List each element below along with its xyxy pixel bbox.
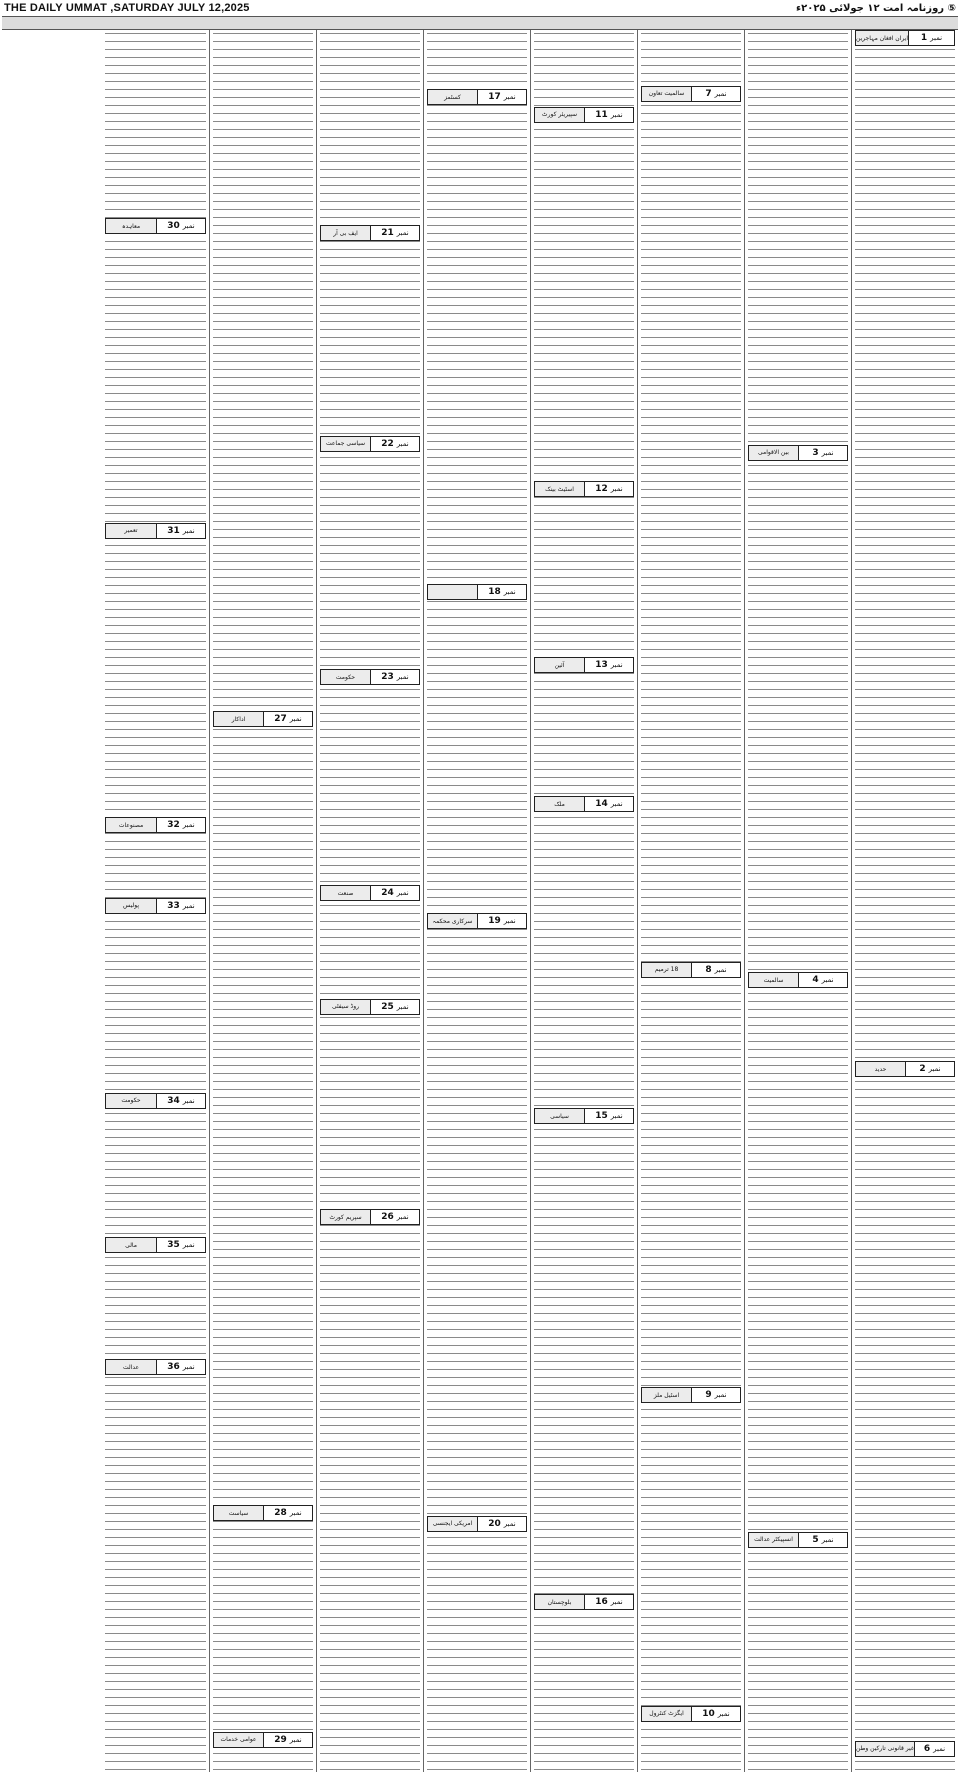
question-word: نمبر bbox=[396, 439, 409, 448]
question-number-value: 5 bbox=[812, 1534, 819, 1545]
question-heading-box bbox=[427, 1516, 527, 1532]
question-number-value: 4 bbox=[812, 975, 819, 986]
question-heading-box bbox=[534, 481, 634, 497]
question-number-value: 8 bbox=[705, 964, 712, 975]
question-topic-label: حکومت bbox=[106, 1094, 156, 1108]
question-heading-box bbox=[534, 107, 634, 123]
masthead bbox=[0, 0, 960, 16]
question-heading-box bbox=[534, 1594, 634, 1610]
question-topic-label: آئین bbox=[535, 658, 584, 672]
question-heading-box bbox=[320, 436, 420, 452]
question-number bbox=[914, 1742, 954, 1756]
question-word: نمبر bbox=[396, 229, 409, 238]
question-number-value: 3 bbox=[812, 447, 819, 458]
question-number bbox=[798, 973, 847, 987]
question-number-value: 35 bbox=[167, 1240, 180, 1251]
question-word: نمبر bbox=[610, 485, 623, 494]
question-topic-label: حدید bbox=[856, 1062, 905, 1076]
question-word: نمبر bbox=[503, 917, 516, 926]
question-heading-box bbox=[427, 913, 527, 929]
question-word: نمبر bbox=[182, 821, 195, 830]
question-heading-box bbox=[748, 445, 848, 461]
question-heading-box bbox=[105, 1237, 206, 1253]
question-number bbox=[156, 1094, 205, 1108]
question-number-value: 11 bbox=[595, 109, 608, 120]
question-heading-box bbox=[427, 584, 527, 600]
question-topic-label: اسٹیل ملز bbox=[642, 1388, 691, 1402]
question-number bbox=[156, 1360, 205, 1374]
question-number bbox=[477, 1517, 526, 1531]
question-word: نمبر bbox=[928, 1065, 941, 1074]
question-word: نمبر bbox=[717, 1709, 730, 1718]
news-column bbox=[423, 30, 530, 1772]
question-number bbox=[477, 914, 526, 928]
question-number-value: 9 bbox=[705, 1390, 712, 1401]
question-number-value: 12 bbox=[595, 484, 608, 495]
question-topic-label: کسٹمز bbox=[428, 90, 477, 104]
question-word: نمبر bbox=[289, 715, 302, 724]
question-topic-label: روڈ سیفٹی bbox=[321, 1000, 370, 1014]
question-heading-box bbox=[748, 1532, 848, 1548]
question-heading-box bbox=[320, 885, 420, 901]
question-topic-label: ایگزٹ کنٹرول bbox=[642, 1707, 691, 1721]
question-number-value: 33 bbox=[167, 900, 180, 911]
question-number-value: 34 bbox=[167, 1095, 180, 1106]
question-heading-box bbox=[534, 1108, 634, 1124]
question-number bbox=[370, 886, 419, 900]
question-word: نمبر bbox=[182, 1096, 195, 1105]
masthead-urdu-date: روزنامہ امت ۱۲ جولائی ۲۰۲۵ء bbox=[796, 2, 945, 14]
question-word: نمبر bbox=[610, 1112, 623, 1121]
question-number bbox=[370, 1210, 419, 1224]
question-topic-label: اسٹیٹ بینک bbox=[535, 482, 584, 496]
question-number bbox=[477, 90, 526, 104]
question-number-value: 15 bbox=[595, 1111, 608, 1122]
question-number bbox=[691, 963, 740, 977]
question-word: نمبر bbox=[714, 89, 727, 98]
question-number bbox=[584, 1595, 633, 1609]
news-column bbox=[530, 30, 637, 1772]
question-heading-box bbox=[641, 1387, 741, 1403]
question-number bbox=[263, 712, 312, 726]
news-column bbox=[744, 30, 851, 1772]
question-number bbox=[584, 1109, 633, 1123]
question-heading-box bbox=[641, 962, 741, 978]
question-number-value: 23 bbox=[381, 672, 394, 683]
question-number-value: 13 bbox=[595, 660, 608, 671]
question-heading-box bbox=[213, 1505, 313, 1521]
news-column bbox=[637, 30, 744, 1772]
question-word: نمبر bbox=[289, 1509, 302, 1518]
question-word: نمبر bbox=[396, 1213, 409, 1222]
question-number-value: 7 bbox=[705, 88, 712, 99]
question-topic-label: امریکی ایجنسی bbox=[428, 1517, 477, 1531]
question-number-value: 10 bbox=[702, 1708, 715, 1719]
question-heading-box bbox=[534, 796, 634, 812]
question-heading-box bbox=[534, 657, 634, 673]
question-number-value: 2 bbox=[919, 1064, 926, 1075]
newspaper-page bbox=[2, 30, 958, 1772]
question-number-value: 18 bbox=[488, 586, 501, 597]
question-number bbox=[584, 108, 633, 122]
question-topic-label: ایران افغان مہاجرین bbox=[856, 31, 908, 45]
news-column bbox=[851, 30, 958, 1772]
question-number-value: 20 bbox=[488, 1518, 501, 1529]
question-word: نمبر bbox=[821, 448, 834, 457]
question-number bbox=[584, 482, 633, 496]
question-word: نمبر bbox=[182, 901, 195, 910]
question-number bbox=[798, 1533, 847, 1547]
question-number bbox=[905, 1062, 954, 1076]
question-number bbox=[370, 226, 419, 240]
question-heading-box bbox=[105, 898, 206, 914]
question-number bbox=[156, 899, 205, 913]
question-topic-label: سالمیت تعاون bbox=[642, 87, 691, 101]
question-number bbox=[584, 658, 633, 672]
question-topic-label: ایف بی آر bbox=[321, 226, 370, 240]
question-number bbox=[908, 31, 954, 45]
question-word: نمبر bbox=[182, 222, 195, 231]
question-word: نمبر bbox=[930, 34, 943, 42]
question-number bbox=[370, 437, 419, 451]
question-topic-label: اداکار bbox=[214, 712, 263, 726]
question-heading-box bbox=[105, 1093, 206, 1109]
question-heading-box bbox=[105, 817, 206, 833]
question-topic-label: سپیریئر کورٹ bbox=[535, 108, 584, 122]
question-heading-box bbox=[213, 1732, 313, 1748]
question-number-value: 21 bbox=[381, 228, 394, 239]
masthead-urdu-title bbox=[796, 3, 956, 14]
question-word: نمبر bbox=[610, 661, 623, 670]
question-number bbox=[691, 1707, 740, 1721]
question-heading-box bbox=[320, 225, 420, 241]
question-topic-label: تعمیر bbox=[106, 524, 156, 538]
question-word: نمبر bbox=[396, 1002, 409, 1011]
question-number bbox=[691, 87, 740, 101]
question-topic-label: سیاسی جماعت bbox=[321, 437, 370, 451]
question-word: نمبر bbox=[933, 1744, 946, 1753]
question-word: نمبر bbox=[503, 93, 516, 102]
question-heading-box bbox=[641, 86, 741, 102]
question-number-value: 1 bbox=[920, 33, 928, 43]
question-heading-box bbox=[855, 1061, 955, 1077]
question-word: نمبر bbox=[503, 587, 516, 596]
question-number-value: 26 bbox=[381, 1212, 394, 1223]
question-word: نمبر bbox=[182, 526, 195, 535]
question-heading-box bbox=[427, 89, 527, 105]
question-topic-label: مصنوعات bbox=[106, 818, 156, 832]
question-heading-box bbox=[320, 999, 420, 1015]
question-topic-label: سپریم کورٹ bbox=[321, 1210, 370, 1224]
question-number-value: 30 bbox=[167, 221, 180, 232]
question-word: نمبر bbox=[610, 1598, 623, 1607]
question-number bbox=[477, 585, 526, 599]
question-number-value: 19 bbox=[488, 916, 501, 927]
question-word: نمبر bbox=[503, 1519, 516, 1528]
question-heading-box bbox=[213, 711, 313, 727]
question-number bbox=[156, 219, 205, 233]
question-number bbox=[156, 818, 205, 832]
question-topic-label: بین الاقوامی bbox=[749, 446, 798, 460]
question-topic-label: سیاسی bbox=[535, 1109, 584, 1123]
question-word: نمبر bbox=[714, 965, 727, 974]
question-heading-box bbox=[105, 1359, 206, 1375]
question-topic-label: غیر قانونی تارکین وطن bbox=[856, 1742, 914, 1756]
question-number-value: 14 bbox=[595, 799, 608, 810]
question-word: نمبر bbox=[396, 673, 409, 682]
header-rule bbox=[2, 16, 958, 30]
question-number-value: 27 bbox=[274, 714, 287, 725]
question-word: نمبر bbox=[821, 1535, 834, 1544]
question-topic-label: عوامی خدمات bbox=[214, 1733, 263, 1747]
question-number bbox=[584, 797, 633, 811]
question-number-value: 17 bbox=[488, 92, 501, 103]
question-word: نمبر bbox=[182, 1241, 195, 1250]
question-number bbox=[263, 1506, 312, 1520]
question-heading-box bbox=[320, 1209, 420, 1225]
question-topic-label: سیاست bbox=[214, 1506, 263, 1520]
question-number bbox=[370, 670, 419, 684]
question-topic-label: مالی bbox=[106, 1238, 156, 1252]
question-topic-label: عدالت bbox=[106, 1360, 156, 1374]
news-column bbox=[209, 30, 316, 1772]
question-topic-label: پولیس bbox=[106, 899, 156, 913]
question-number-value: 16 bbox=[595, 1597, 608, 1608]
question-number-value: 6 bbox=[923, 1743, 931, 1754]
question-word: نمبر bbox=[610, 110, 623, 119]
question-number bbox=[798, 446, 847, 460]
question-number bbox=[156, 1238, 205, 1252]
question-topic-label bbox=[428, 585, 477, 599]
question-word: نمبر bbox=[182, 1363, 195, 1372]
question-topic-label: بلوچستان bbox=[535, 1595, 584, 1609]
question-topic-label: ملک bbox=[535, 797, 584, 811]
question-topic-label: انسپیکٹر عدالت bbox=[749, 1533, 798, 1547]
question-heading-box bbox=[855, 1741, 955, 1757]
question-heading-box bbox=[855, 30, 955, 46]
news-column bbox=[102, 30, 209, 1772]
question-topic-label: سالمیت bbox=[749, 973, 798, 987]
question-heading-box bbox=[748, 972, 848, 988]
question-number-value: 24 bbox=[381, 888, 394, 899]
question-word: نمبر bbox=[289, 1735, 302, 1744]
news-column bbox=[316, 30, 423, 1772]
question-word: نمبر bbox=[396, 889, 409, 898]
question-number-value: 29 bbox=[274, 1734, 287, 1745]
question-number-value: 32 bbox=[167, 820, 180, 831]
question-number-value: 25 bbox=[381, 1001, 394, 1012]
question-heading-box bbox=[105, 523, 206, 539]
masthead-page-number: ⑤ bbox=[947, 2, 956, 14]
question-number bbox=[370, 1000, 419, 1014]
question-topic-label: معاہدہ bbox=[106, 219, 156, 233]
question-word: نمبر bbox=[610, 800, 623, 809]
question-number-value: 28 bbox=[274, 1508, 287, 1519]
question-number-value: 22 bbox=[381, 438, 394, 449]
masthead-english-title: THE DAILY UMMAT ,SATURDAY JULY 12,2025 bbox=[4, 2, 250, 14]
question-word: نمبر bbox=[821, 976, 834, 985]
question-number-value: 36 bbox=[167, 1362, 180, 1373]
question-heading-box bbox=[320, 669, 420, 685]
question-topic-label: صنعت bbox=[321, 886, 370, 900]
question-topic-label: حکومت bbox=[321, 670, 370, 684]
question-word: نمبر bbox=[714, 1391, 727, 1400]
question-heading-box bbox=[641, 1706, 741, 1722]
question-heading-box bbox=[105, 218, 206, 234]
question-number bbox=[263, 1733, 312, 1747]
question-topic-label: سرکاری محکمہ bbox=[428, 914, 477, 928]
question-topic-label: 18 ترمیم bbox=[642, 963, 691, 977]
question-number bbox=[156, 524, 205, 538]
question-number-value: 31 bbox=[167, 525, 180, 536]
question-number bbox=[691, 1388, 740, 1402]
